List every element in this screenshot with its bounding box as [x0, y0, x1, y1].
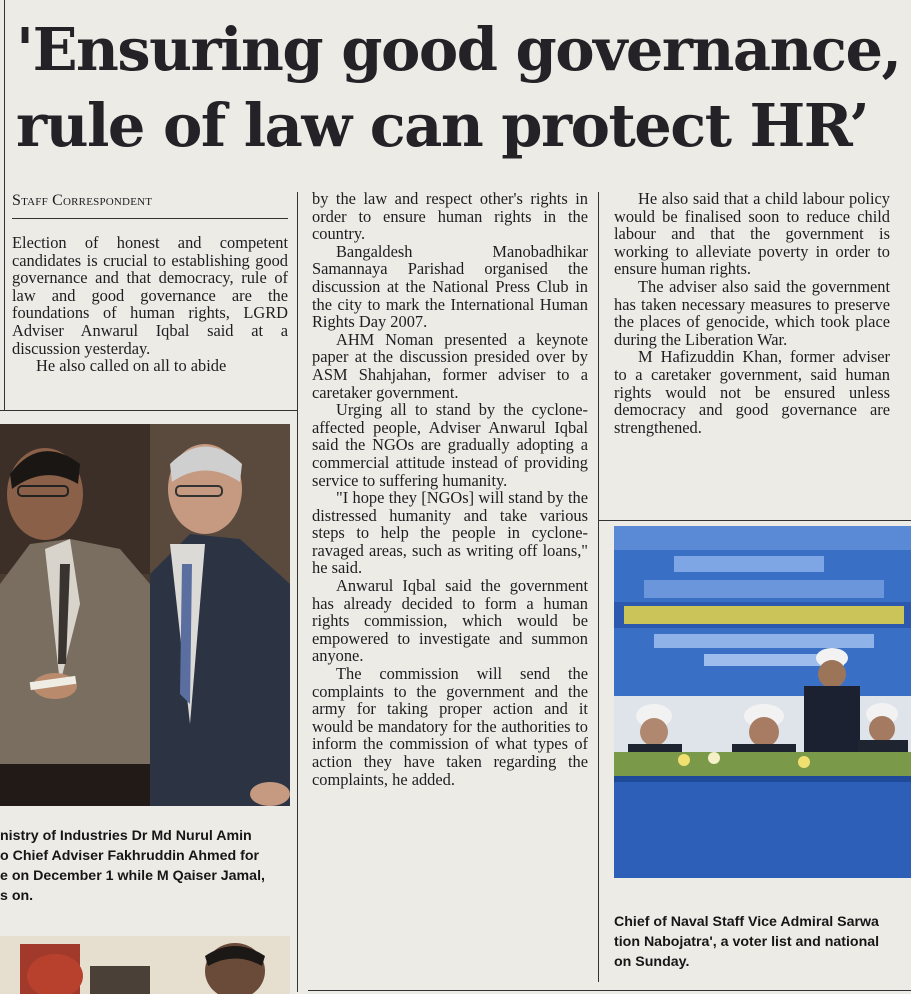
caption-line: Chief of Naval Staff Vice Admiral Sarwa	[614, 914, 879, 930]
paragraph: The adviser also said the government has taken necessary measures to preserve the places of genocide, which took place during the Liberation War.	[614, 276, 890, 349]
paragraph: M Hafizuddin Khan, former adviser to a caretaker government, said human rights would not be ensured unless democracy and good governance are strengthened.	[614, 347, 890, 437]
paragraph: Bangaldesh Manobadhikar Samannaya Parishad organised the discussion at the National Press Club in the city to mark the International Human Rights Day 2007.	[312, 241, 588, 332]
byline: Staff Correspondent	[12, 192, 153, 209]
column1-end-rule	[0, 410, 297, 411]
photo-bottom-partial	[0, 936, 290, 994]
paragraph: The commission will send the complaints to the government and the army for taking proper action and it would be mandatory for the authorities to inform the commission of what types of action they have taken regarding the complaints, he added.	[312, 664, 588, 789]
caption-line: on Sunday.	[614, 954, 690, 970]
headline-line-2: rule of law can protect HR’	[16, 91, 869, 160]
headline	[16, 12, 906, 164]
caption-line: nistry of Industries Dr Md Nurul Amin	[0, 828, 252, 844]
photo-handover-image	[0, 424, 290, 806]
article-column-3	[614, 190, 890, 436]
byline-rule	[12, 218, 288, 219]
paragraph: Urging all to stand by the cyclone-affected people, Adviser Anwarul Iqbal said the NGOs are gradually adopting a commercial attitude instead of providing service to suffering humanity.	[312, 400, 588, 490]
article-column-1	[12, 234, 288, 375]
caption-line: e on December 1 while M Qaiser Jamal,	[0, 868, 265, 884]
paragraph: He also said that a child labour policy would be finalised soon to reduce child labour and that the government is working to alleviate poverty in order to ensure human rights.	[614, 189, 890, 279]
caption-line: s on.	[0, 888, 34, 904]
paragraph: by the law and respect other's rights in order to ensure human rights in the country.	[312, 189, 588, 244]
caption-line: o Chief Adviser Fakhruddin Ahmed for	[0, 848, 260, 864]
column3-end-rule	[598, 520, 911, 521]
article-column-2	[312, 190, 588, 788]
paragraph: AHM Noman presented a keynote paper at the discussion presided over by ASM Shahjahan, former adviser to a caretaker government.	[312, 329, 588, 402]
paragraph: He also called on all to abide	[36, 356, 227, 376]
photo-caption-right	[614, 912, 911, 972]
bottom-rule	[308, 990, 911, 991]
column-rule-right	[598, 192, 599, 982]
paragraph: Election of honest and competent candidates is crucial to establishing good governance and that democracy, rule of law and good governance are the foundations of human rights, LGRD Adviser Anwarul Iqbal said at a discussion yesterday.	[12, 233, 288, 358]
photo-caption-left	[0, 826, 294, 906]
column-rule-left	[297, 192, 298, 992]
headline-line-1: 'Ensuring good governance,	[16, 15, 901, 84]
photo-navy-event	[614, 526, 911, 878]
photo-bottom-partial-image	[0, 936, 290, 994]
page-edge-rule	[4, 0, 5, 410]
photo-handover	[0, 424, 290, 806]
caption-line: tion Nabojatra', a voter list and national	[614, 934, 880, 950]
photo-navy-event-image	[614, 526, 911, 878]
paragraph: Anwarul Iqbal said the government has already decided to form a human rights commission, which would be empowered to investigate and summon anyone.	[312, 576, 588, 666]
paragraph: "I hope they [NGOs] will stand by the distressed humanity and take various steps to help the people in cyclone-ravaged areas, such as writing off loans," he said.	[312, 488, 588, 578]
